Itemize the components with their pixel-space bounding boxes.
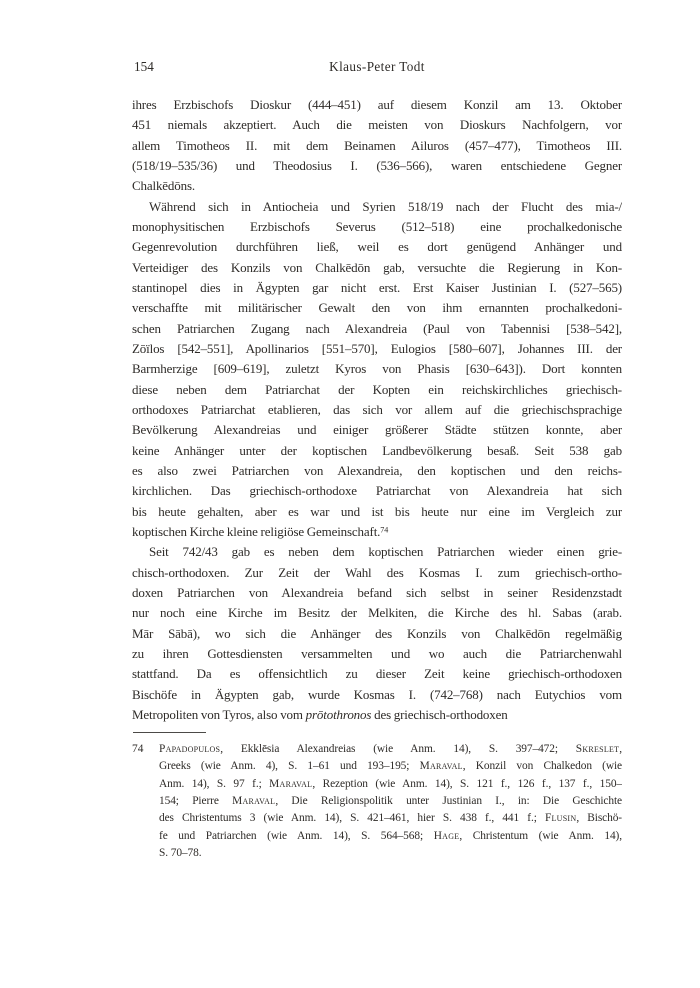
footnote-separator-rule [133,732,206,733]
text-line: ihres Erzbischofs Dioskur (444–451) auf diesem Konzil am 13. Oktober [132,97,622,112]
text-line: verschaffte mit militärischer Gewalt den von ihm ernannten prochalkedoni- [132,300,622,316]
text-line: diese neben dem Patriarchat der Kopten ein reichskirchliches griechisch- [132,381,622,397]
text-line: koptischen Kirche kleine religiöse Gemeinschaft.$^{74}$ [132,523,389,539]
footnote-line: Greeks (wie Anm. 4), S. 1–61 und 193–195; Maraval, Konzil von Chalkedon (wie [159,760,622,773]
footnote-text [159,741,622,862]
text-line: Barmherzige [609–619], zuletzt Kyros von Phasis [630–643]). Dort konnten [132,361,622,377]
text-line: Zōïlos [542–551], Apollinarios [551–570], Eulogios [580–607], Johannes III. der [132,340,622,356]
footnote-line: Anm. 14), S. 97 f.; Maraval, Rezeption (wie Anm. 14), S. 121 f., 126 f., 137 f., 150– [159,777,622,790]
text-line: Metropoliten von Tyros, also vom prōtothronos des griechisch-orthodoxen [132,706,508,722]
footnote-line: fe und Patriarchen (wie Anm. 14), S. 564–568; Hage, Christentum (wie Anm. 14), [159,829,622,842]
body-text [132,95,622,725]
text-line: chisch-orthodoxen. Zur Zeit der Wahl des Kosmas I. zum griechisch-ortho- [132,564,622,580]
text-line: zu ihren Gottesdiensten versammelten und wo auch die Patriarchenwahl [132,645,622,661]
text-line: keine Anhänger unter der koptischen Landbevölkerung besaß. Seit 538 gab [132,442,622,458]
running-header [132,58,622,76]
text-line: Gegenrevolution durchführen ließ, weil es dort genügend Anhänger und [132,239,622,255]
running-head-title: Klaus-Peter Todt [329,59,425,74]
text-line: monophysitischen Erzbischofs Severus (512–518) eine prochalkedonische [132,218,622,234]
footnote-line: S. 70–78. [159,847,202,860]
text-line: bis heute gehalten, aber es war und ist bis heute nur eine im Vergleich zur [132,503,622,519]
text-line: orthodoxes Patriarchat etablieren, das sich vor allem auf die griechischsprachige [132,401,622,417]
text-line: stattfand. Da es offensichtlich zu dieser Zeit keine griechisch-orthodoxen [132,666,622,682]
text-line: Verteidiger des Konzils von Chalkēdōn gab, versuchte die Regierung in Kon- [132,259,622,275]
text-line: stantinopel dies in Ägypten gar nicht erst. Erst Kaiser Justinian I. (527–565) [132,279,622,295]
text-line: Seit 742/43 gab es neben dem koptischen Patriarchen wieder einen grie- [149,544,622,560]
text-line: doxen Patriarchen von Alexandreia befand sich selbst in seiner Residenzstadt [132,584,622,600]
text-line: schen Patriarchen Zugang nach Alexandreia (Paul von Tabennisi [538–542], [132,320,622,336]
footnote [132,741,622,862]
text-line: nur noch eine Kirche im Besitz der Melkiten, die Kirche des hl. Sabas (arab. [132,605,622,621]
text-line: es also zwei Patriarchen von Alexandreia, den koptischen und den reichs- [132,462,622,478]
text-line: allem Timotheos II. mit dem Beinamen Ailuros (457–477), Timotheos III. [132,137,622,153]
text-line: Während sich in Antiocheia und Syrien 518/19 nach der Flucht des mia-/ [149,198,622,214]
footnote-line: Papadopulos, Ekklēsia Alexandreias (wie Anm. 14), S. 397–472; Skreslet, [159,743,622,755]
text-line: 451 niemals akzeptiert. Auch die meisten von Dioskurs Nachfolgern, vor [132,117,622,133]
page-number: 154 [134,59,154,74]
footnote-number: 74 [132,743,144,755]
text-line: (518/19–535/36) und Theodosius I. (536–566), waren entschiedene Gegner [132,157,622,173]
text-line: Bevölkerung Alexandreias und einiger größerer Städte stützen konnte, aber [132,422,622,438]
footnote-line: des Christentums 3 (wie Anm. 14), S. 421–461, hier S. 438 f., 441 f.; Flusin, Bischö- [159,812,622,825]
footnote-line: 154; Pierre Maraval, Die Religionspolitik unter Justinian I., in: Die Geschichte [159,795,622,808]
text-line: kirchlichen. Das griechisch-orthodoxe Patriarchat von Alexandreia hat sich [132,483,622,499]
text-line: Bischöfe in Ägypten gab, wurde Kosmas I. (742–768) nach Eutychios vom [132,686,622,702]
text-line: Mār Sābā), wo sich die Anhänger des Konzils von Chalkēdōn regelmäßig [132,625,622,641]
text-line: Chalkēdōns. [132,178,195,194]
